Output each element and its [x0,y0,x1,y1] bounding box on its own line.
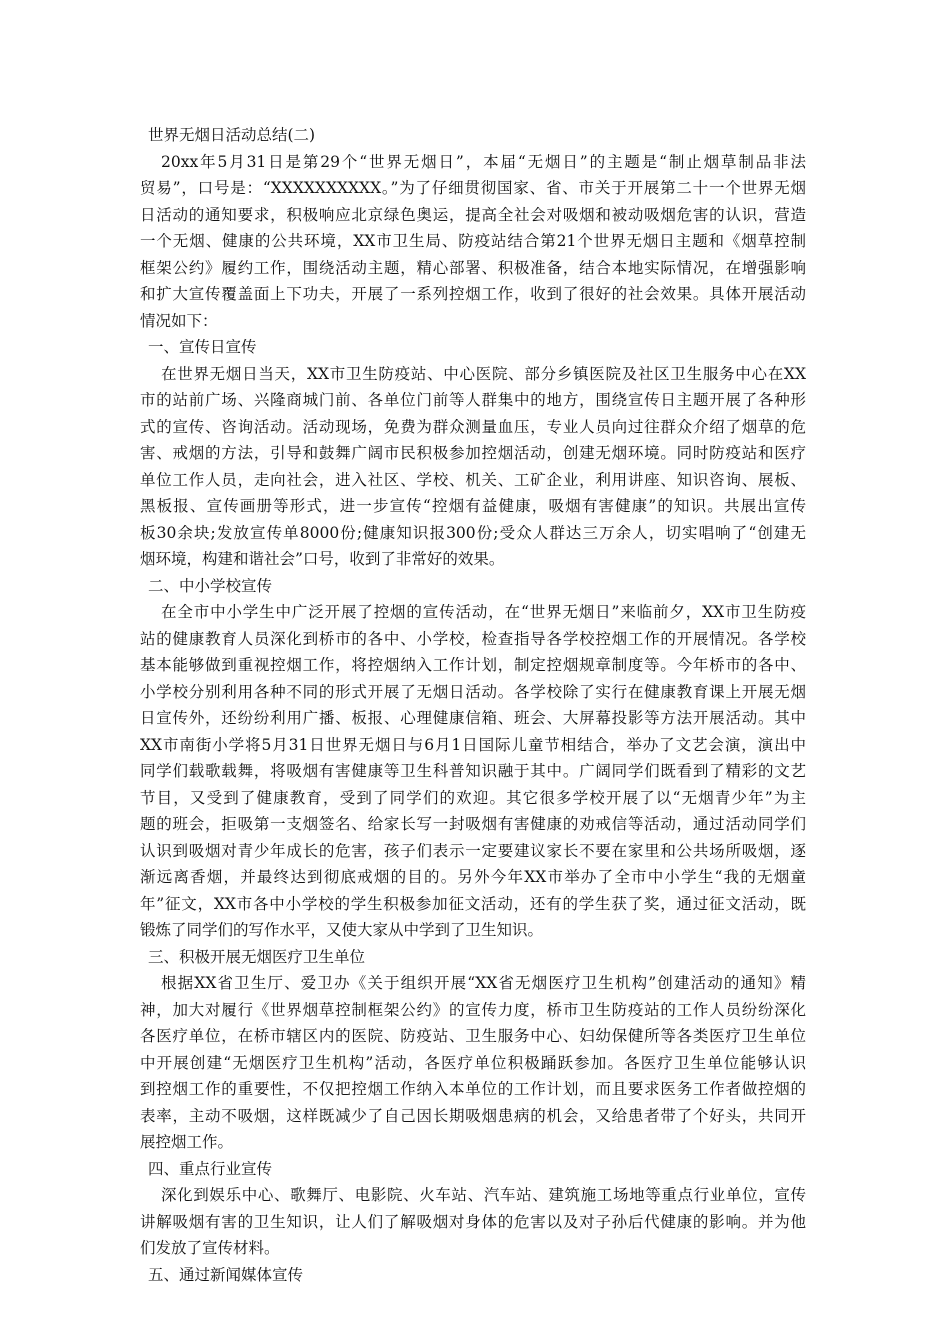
text-line: 贸易”，口号是：“XXXXXXXXXX。”为了仔细贯彻国家、省、市关于开展第二十一个世界无烟 [140,179,806,197]
text-line: 基本能够做到重视控烟工作，将控烟纳入工作计划，制定控烟规章制度等。今年桥市的各中、 [140,656,806,674]
text-line: 板30余块;发放宣传单8000份;健康知识报300份;受众人群达三万余人，切实唱响了“创建无 [140,523,806,542]
text-line: 表率，主动不吸烟，这样既减少了自己因长期吸烟患病的机会，又给患者带了个好头，共同开 [140,1106,806,1125]
text-line: 害、戒烟的方法，引导和鼓舞广阔市民积极参加控烟活动，创建无烟环境。同时防疫站和医疗 [140,444,806,462]
text-line: 小学校分别利用各种不同的形式开展了无烟日活动。各学校除了实行在健康教育课上开展无烟 [140,682,806,701]
text-line: 神，加大对履行《世界烟草控制框架公约》的宣传力度，桥市卫生防疫站的工作人员纷纷深化 [140,1000,806,1019]
text-line: 锻炼了同学们的写作水平，又使大家从中学到了卫生知识。 [140,921,544,939]
text-line: 框架公约》履约工作，围绕活动主题，精心部署、积极准备，结合本地实际情况，在增强影响 [140,258,806,277]
text-line: 节目，又受到了健康教育，受到了同学们的欢迎。其它很多学校开展了以“无烟青少年”为主 [140,788,806,807]
text-line: 在全市中小学生中广泛开展了控烟的宣传活动，在“世界无烟日”来临前夕，XX市卫生防疫 [161,603,806,621]
text-line: 市的站前广场、兴隆商城门前、各单位门前等人群集中的地方，围绕宣传日主题开展了各种形 [140,391,806,409]
section-heading: 四、重点行业宣传 [148,1159,273,1178]
text-line: 深化到娱乐中心、歌舞厅、电影院、火车站、汽车站、建筑施工场地等重点行业单位，宣传 [161,1186,806,1204]
text-line: 展控烟工作。 [140,1133,234,1151]
text-line: 日宣传外，还纷纷利用广播、板报、心理健康信箱、班会、大屏幕投影等方法开展活动。其中 [140,709,806,727]
text-line: 到控烟工作的重要性，不仅把控烟工作纳入本单位的工作计划，而且要求医务工作者做控烟的 [140,1080,806,1098]
text-line: 日活动的通知要求，积极响应北京绿色奥运，提高全社会对吸烟和被动吸烟危害的认识，营造 [140,205,806,224]
text-line: 情况如下： [140,311,218,330]
text-line: 一个无烟、健康的公共环境，XX市卫生局、防疫站结合第21个世界无烟日主题和《烟草控制 [140,232,806,250]
text-line: 根据XX省卫生厅、爱卫办《关于组织开展“XX省无烟医疗卫生机构”创建活动的通知》精 [161,974,806,992]
section-heading: 三、积极开展无烟医疗卫生单位 [148,947,366,966]
section-heading: 世界无烟日活动总结(二) [148,126,316,144]
text-line: 站的健康教育人员深化到桥市的各中、小学校，检查指导各学校控烟工作的开展情况。各学校 [140,629,806,648]
text-line: 中开展创建“无烟医疗卫生机构”活动，各医疗单位积极踊跃参加。各医疗卫生单位能够认识 [140,1053,806,1072]
section-heading: 二、中小学校宣传 [148,576,273,595]
text-line: 同学们载歌载舞，将吸烟有害健康等卫生科普知识融于其中。广阔同学们既看到了精彩的文艺 [140,762,806,780]
text-line: 在世界无烟日当天，XX市卫生防疫站、中心医院、部分乡镇医院及社区卫生服务中心在XX [161,364,806,383]
text-line: 烟环境，构建和谐社会”口号，收到了非常好的效果。 [140,550,505,568]
text-line: XX市南街小学将5月31日世界无烟日与6月1日国际儿童节相结合，举办了文艺会演，演出中 [140,735,806,754]
section-heading: 五、通过新闻媒体宣传 [148,1265,304,1284]
text-line: 题的班会，拒吸第一支烟签名、给家长写一封吸烟有害健康的劝戒信等活动，通过活动同学们 [140,815,806,833]
text-line: 和扩大宣传覆盖面上下功夫，开展了一系列控烟工作，收到了很好的社会效果。具体开展活动 [140,285,806,303]
text-line: 各医疗单位，在桥市辖区内的医院、防疫站、卫生服务中心、妇幼保健所等各类医疗卫生单位 [140,1027,806,1045]
text-line: 们发放了宣传材料。 [140,1239,280,1257]
text-line: 渐远离香烟，并最终达到彻底戒烟的目的。另外今年XX市举办了全市中小学生“我的无烟童 [140,868,806,886]
section-heading: 一、宣传日宣传 [148,338,257,356]
text-line: 讲解吸烟有害的卫生知识，让人们了解吸烟对身体的危害以及对子孙后代健康的影响。并为他 [140,1212,806,1231]
text-line: 20xx年5月31日是第29个“世界无烟日”，本届“无烟日”的主题是“制止烟草制品非法 [161,152,806,171]
text-line: 黑板报、宣传画册等形式，进一步宣传“控烟有益健康，吸烟有害健康”的知识。共展出宣传 [140,497,806,515]
text-line: 年”征文，XX市各中小学校的学生积极参加征文活动，还有的学生获了奖，通过征文活动，既 [140,894,806,913]
document-page [140,122,806,1288]
document-body [140,122,806,1288]
text-line: 式的宣传、咨询活动。活动现场，免费为群众测量血压，专业人员向过往群众介绍了烟草的危 [140,417,806,436]
text-line: 认识到吸烟对青少年成长的危害，孩子们表示一定要建议家长不要在家里和公共场所吸烟，逐 [140,841,806,860]
text-line: 单位工作人员，走向社会，进入社区、学校、机关、工矿企业，利用讲座、知识咨询、展板、 [140,470,806,489]
